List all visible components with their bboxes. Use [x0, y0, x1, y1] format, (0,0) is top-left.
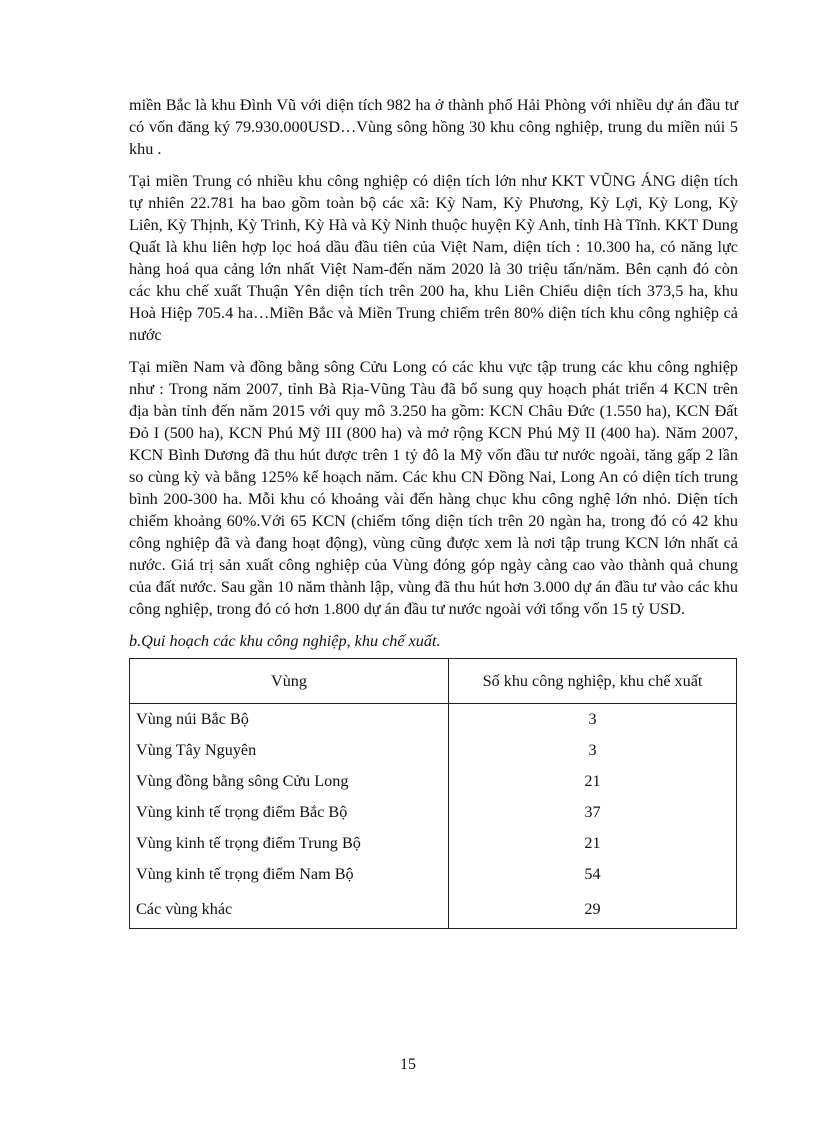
- table-row: [130, 735, 737, 766]
- section-subheading: b.Qui hoạch các khu công nghiệp, khu chế xuất.: [129, 632, 441, 650]
- paragraph-south: Tại miền Nam và đồng bằng sông Cửu Long có các khu vực tập trung các khu công nghiệp như : Trong năm 2007, tỉnh Bà Rịa-Vũng Tàu đã bổ sung quy hoạch phát triển 4 KCN trên địa bàn tỉnh đến năm 2015 với quy mô 3.250 ha gồm: KCN Châu Đức (1.550 ha), KCN Đất Đỏ I (500 ha), KCN Phú Mỹ III (800 ha) và mở rộng KCN Phú Mỹ II (400 ha). Năm 2007, KCN Bình Dương đã thu hút được trên 1 tỷ đô la Mỹ vốn đầu tư nước ngoài, tăng gấp 2 lần so cùng kỳ và bằng 125% kế hoạch năm. Các khu CN Đồng Nai, Long An có diện tích trung bình 200-300 ha. Mỗi khu có khoảng vài đến hàng chục khu công nghệ lớn nhỏ. Diện tích chiếm khoảng 60%.Với 65 KCN (chiếm tổng diện tích trên 20 ngàn ha, trong đó có 42 khu công nghiệp đã và đang hoạt động), vùng cũng được xem là nơi tập trung KCN lớn nhất cả nước. Giá trị sản xuất công nghiệp của Vùng đóng góp ngày càng cao vào thành quả chung của đất nước. Sau gần 10 năm thành lập, vùng đã thu hút hơn 3.000 dự án đầu tư vào các khu công nghiệp, trong đó có hơn 1.800 dự án đầu tư nước ngoài với tổng vốn 15 tỷ USD.: [129, 358, 738, 618]
- table-cell-count: 54: [449, 859, 737, 890]
- table-cell-count: 29: [449, 890, 737, 929]
- paragraph-central: Tại miền Trung có nhiều khu công nghiệp có diện tích lớn như KKT VŨNG ÁNG diện tích tự nhiên 22.781 ha bao gồm toàn bộ các xã: Kỳ Nam, Kỳ Phương, Kỳ Lợi, Kỳ Long, Kỳ Liên, Kỳ Thịnh, Kỳ Trinh, Kỳ Hà và Kỳ Ninh thuộc huyện Kỳ Anh, tỉnh Hà Tĩnh. KKT Dung Quất là khu liên hợp lọc hoá dầu đầu tiên của Việt Nam, diện tích : 10.300 ha, có năng lực hàng hoá qua cảng lớn nhất Việt Nam-đến năm 2020 là 30 triệu tấn/năm. Bên cạnh đó còn các khu chế xuất Thuận Yên diện tích trên 200 ha, khu Liên Chiểu diện tích 373,5 ha, khu Hoà Hiệp 705.4 ha…Miền Bắc và Miền Trung chiếm trên 80% diện tích khu công nghiệp cả nước: [129, 172, 738, 344]
- table-row: [130, 890, 737, 929]
- table-header-row: [130, 659, 737, 704]
- table-cell-region: Vùng kinh tế trọng điểm Trung Bộ: [130, 828, 449, 859]
- table-cell-region: Vùng kinh tế trọng điểm Bắc Bộ: [130, 797, 449, 828]
- table-cell-count: 3: [449, 735, 737, 766]
- table-row: [130, 859, 737, 890]
- table-cell-region: Vùng Tây Nguyên: [130, 735, 449, 766]
- table-row: [130, 828, 737, 859]
- table-cell-count: 21: [449, 828, 737, 859]
- paragraph-north: miền Bắc là khu Đình Vũ với diện tích 982 ha ở thành phố Hải Phòng với nhiều dự án đầu tư có vốn đăng ký 79.930.000USD…Vùng sông hồng 30 khu công nghiệp, trung du miền núi 5 khu .: [129, 96, 738, 158]
- table-cell-count: 3: [449, 704, 737, 736]
- table-header-count: Số khu công nghiệp, khu chế xuất: [449, 659, 737, 704]
- table-cell-count: 21: [449, 766, 737, 797]
- industrial-zones-table: [129, 658, 737, 929]
- document-page: [129, 94, 738, 929]
- table-cell-region: Vùng đồng bằng sông Cửu Long: [130, 766, 449, 797]
- table-cell-count: 37: [449, 797, 737, 828]
- table-row: [130, 704, 737, 736]
- page-number: 15: [400, 1056, 416, 1073]
- table-row: [130, 766, 737, 797]
- table-cell-region: Vùng núi Bắc Bộ: [130, 704, 449, 736]
- table-cell-region: Các vùng khác: [130, 890, 449, 929]
- table-header-region: Vùng: [130, 659, 449, 704]
- table-row: [130, 797, 737, 828]
- table-cell-region: Vùng kinh tế trọng điểm Nam Bộ: [130, 859, 449, 890]
